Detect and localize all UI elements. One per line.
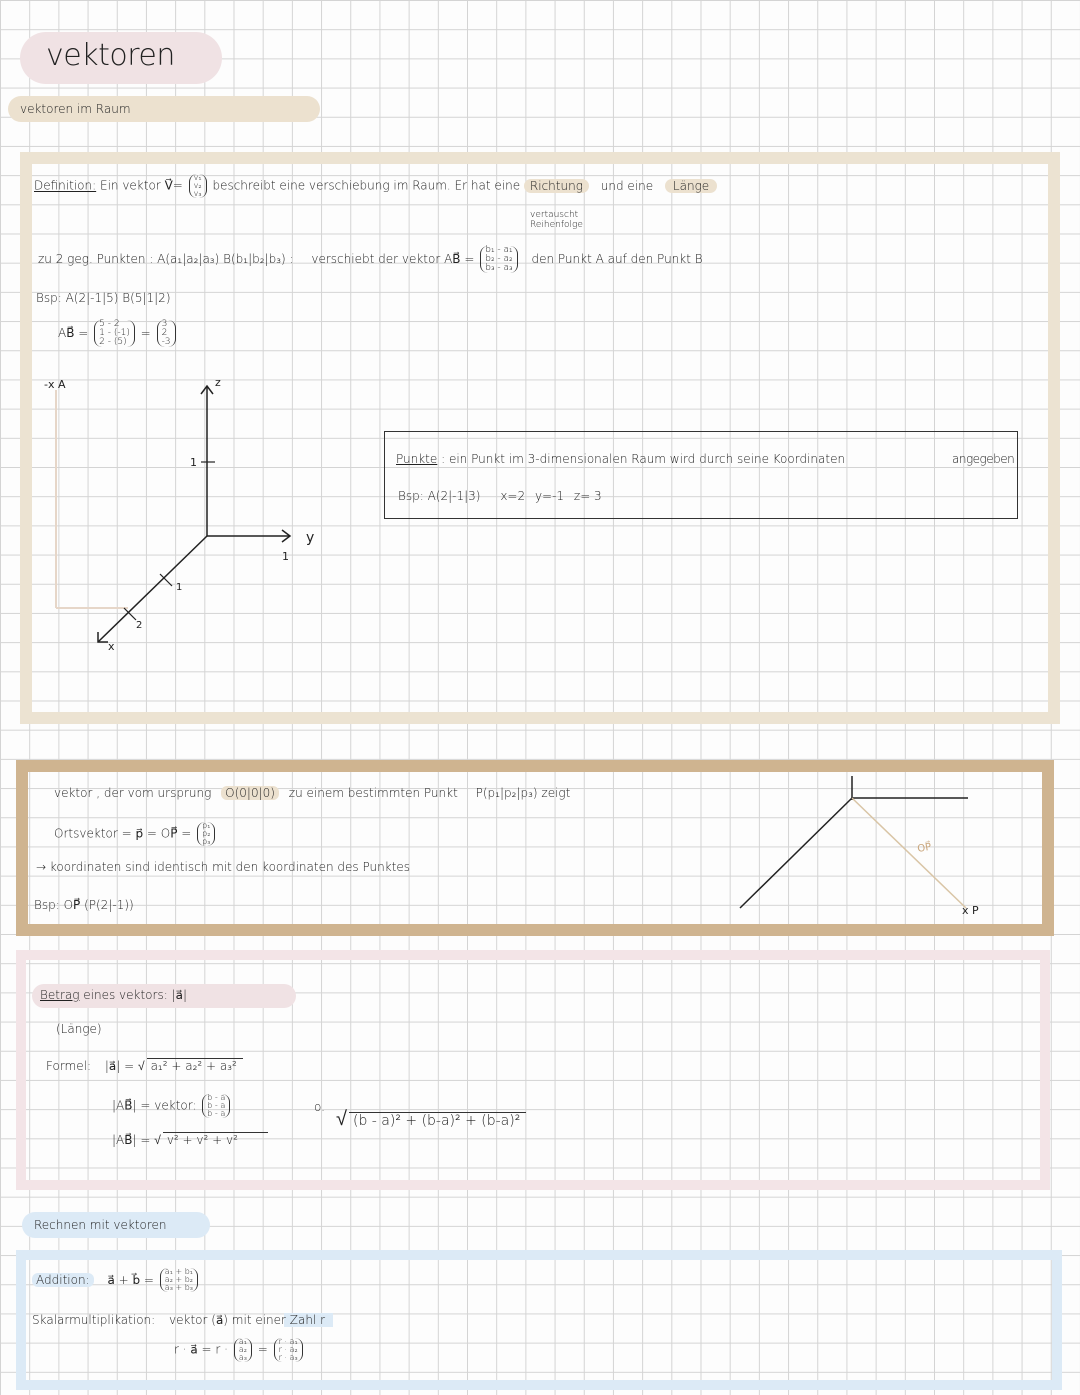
ortsvektor-bsp: Bsp: OP⃗ (P(2|-1)) [34, 898, 134, 912]
ortsvektor-text1b: zu einem bestimmten Punkt [288, 786, 458, 800]
punkte-z: z= 3 [573, 489, 602, 503]
ab-root: v² + v² + v² [163, 1132, 268, 1147]
z-tick-label: 1 [190, 456, 197, 469]
richtung-word: Richtung [524, 179, 589, 193]
v-symbol: V⃗= [164, 178, 183, 193]
definition-text2: beschreibt eine verschiebung im Raum. Er hat eine [212, 178, 521, 193]
und-word: und eine [600, 178, 654, 193]
punkte-bsp-line [398, 489, 602, 503]
definition-line [34, 174, 717, 198]
ortsvektor-text1: vektor , der vom ursprung [54, 786, 212, 800]
p-comp-2: p₂ [202, 829, 211, 838]
p-comp-1: p₁ [202, 821, 211, 830]
skalar-comp-1: a₁ [238, 1337, 247, 1346]
axis-label-z: z [215, 376, 221, 389]
bsp-calculation [58, 320, 178, 347]
verschiebt-text: verschiebt der vektor [311, 252, 441, 266]
v-comp-3: v₃ [193, 189, 202, 198]
ab-vektor-line [112, 1094, 232, 1118]
alt-root-line: √ (b - a)² + (b-a)² + (b-a)² [336, 1106, 526, 1131]
order-note-1: vertauscht [530, 210, 579, 220]
skalar-comp-3: a₃ [238, 1353, 247, 1362]
skalar-equals: = [257, 1342, 268, 1357]
addition-line [32, 1268, 200, 1292]
betrag-ab-comp-1: b - a [207, 1093, 226, 1102]
subtitle: vektoren im Raum [20, 102, 131, 116]
bsp-calc-3: 2 - (5) [99, 337, 127, 347]
skalar-result-3: r · a₃ [278, 1353, 298, 1362]
axis-label-y: y [306, 530, 315, 546]
skalar-comp-2: a₂ [238, 1345, 247, 1354]
betrag-ab-vector [202, 1094, 230, 1118]
ortsvektor-def [54, 822, 217, 846]
bsp-ab-symbol: AB⃗ = [58, 326, 89, 340]
punkte-y: y=-1 [534, 489, 565, 503]
op-vector-line [852, 798, 966, 908]
v-comp-2: v₂ [193, 181, 202, 190]
punkte-text: : ein Punkt im 3-dimensionalen Raum wird durch seine Koordinaten [441, 452, 846, 466]
x-tick-label-2: 2 [136, 620, 143, 631]
op-vector-label: OP⃗ [916, 841, 933, 855]
point-p-label: x P [962, 904, 979, 917]
skalar-result-vector [274, 1338, 303, 1362]
punkte-x: x=2 [500, 489, 526, 503]
order-note-2: Reihenfolge [530, 220, 583, 230]
skalar-result-1: r · a₁ [278, 1337, 298, 1346]
skalar-line [32, 1313, 333, 1327]
addition-label: Addition: [32, 1273, 94, 1287]
op-symbol: OP⃗ = [160, 826, 192, 841]
addition-comp-2: a₂ + b₂ [164, 1275, 193, 1284]
ab-comp-3: b₃ - a₃ [485, 263, 513, 273]
definition-text1: Ein vektor [99, 178, 161, 193]
betrag-ab-comp-2: b - a [207, 1101, 226, 1110]
p-comp-3: p₃ [202, 837, 211, 846]
ortsvektor-diagram [730, 770, 1000, 920]
diagram-diagonal-axis [740, 798, 852, 908]
p-symbol: p⃗ = [135, 826, 157, 841]
ab-vector [480, 246, 517, 273]
origin-point: O(0|0|0) [221, 786, 279, 800]
formel-root: a₁² + a₂² + a₃² [147, 1058, 243, 1073]
ortsvektor-label: Ortsvektor = [54, 826, 132, 841]
addition-comp-1: a₁ + b₁ [164, 1267, 193, 1276]
skalar-vector [234, 1338, 252, 1362]
addition-comp-3: a₃ + b₃ [164, 1283, 193, 1292]
ab-symbol: AB⃗ = [444, 252, 475, 266]
ortsvektor-arrow-text: → koordinaten sind identisch mit den koordinaten des Punktes [36, 860, 410, 874]
formel-label: Formel: [46, 1059, 91, 1073]
alt-root: (b - a)² + (b-a)² + (b-a)² [349, 1112, 526, 1129]
bsp-calc-1: 5 - 2 [99, 319, 120, 329]
bsp-result-1: 3 [161, 319, 168, 329]
laenge-word: Länge [665, 179, 717, 193]
ab-comp-1: b₁ - a₁ [485, 245, 513, 255]
points-line [38, 246, 703, 273]
den-punkt-text: den Punkt A auf den Punkt B [531, 252, 703, 266]
ab-comp-2: b₂ - a₂ [485, 254, 513, 264]
bsp-points: Bsp: A(2|-1|5) B(5|1|2) [36, 291, 171, 305]
punkte-bsp: Bsp: A(2|-1|3) [398, 489, 481, 503]
betrag-ab-comp-3: b - a [207, 1109, 226, 1118]
skalar-expr: r · a⃗ = r · [174, 1342, 228, 1357]
p-vector [197, 822, 215, 846]
y-tick-label: 1 [282, 550, 289, 563]
ab-root-line: |AB⃗| = √ v² + v² + v² [112, 1132, 268, 1147]
addition-vector [160, 1268, 198, 1292]
skalar-text: vektor (a⃗) mit einer Zahl r [169, 1313, 333, 1327]
v-vector [189, 174, 207, 198]
betrag-laenge: (Länge) [56, 1022, 102, 1036]
v-comp-1: v₁ [193, 173, 202, 182]
ortsvektor-line1 [54, 786, 570, 800]
bsp-result-vector [157, 320, 176, 347]
ab-vektor-text: |AB⃗| = vektor: [112, 1098, 197, 1113]
punkte-angegeben: angegeben [952, 452, 1015, 466]
skalar-label: Skalarmultiplikation: [32, 1313, 156, 1327]
punkte-line [396, 452, 845, 466]
axis-label-x: x [108, 640, 115, 653]
punkte-box [384, 431, 1018, 519]
betrag-text: eines vektors: |a⃗| [83, 988, 187, 1002]
bsp-result-2: 2 [161, 328, 168, 338]
page-title: vektoren [46, 38, 175, 73]
bsp-calc-2: 1 - (-1) [99, 328, 130, 338]
formel-line: Formel: |a⃗| = √ a₁² + a₂² + a₃² [46, 1058, 243, 1073]
skalar-formula [174, 1338, 305, 1362]
betrag-line [40, 988, 187, 1002]
point-a-label: -x A [44, 378, 66, 391]
bsp-result-3: -3 [161, 337, 171, 347]
betrag-label: Betrag [40, 988, 80, 1002]
skalar-result-2: r · a₂ [278, 1345, 298, 1354]
points-text: zu 2 geg. Punkten : A(a₁|a₂|a₃) B(b₁|b₂|b₃) : [38, 252, 294, 266]
rechnen-header: Rechnen mit vektoren [34, 1218, 167, 1232]
addition-expr: a⃗ + b⃗ = [107, 1272, 154, 1287]
x-axis [98, 536, 207, 642]
betrag-o: o. [314, 1100, 325, 1114]
bsp-calc-vector [94, 320, 135, 347]
ab-root-label: |AB⃗| = [112, 1133, 151, 1147]
punkte-label: Punkte [396, 452, 438, 466]
bsp-equals: = [140, 326, 151, 340]
formel-expr: |a⃗| = [104, 1059, 135, 1073]
ortsvektor-point: P(p₁|p₂|p₃) zeigt [475, 786, 571, 800]
definition-label: Definition: [34, 178, 97, 193]
x-tick-label-1: 1 [176, 582, 183, 593]
order-note [530, 210, 583, 230]
coordinate-axes-diagram [40, 370, 340, 660]
